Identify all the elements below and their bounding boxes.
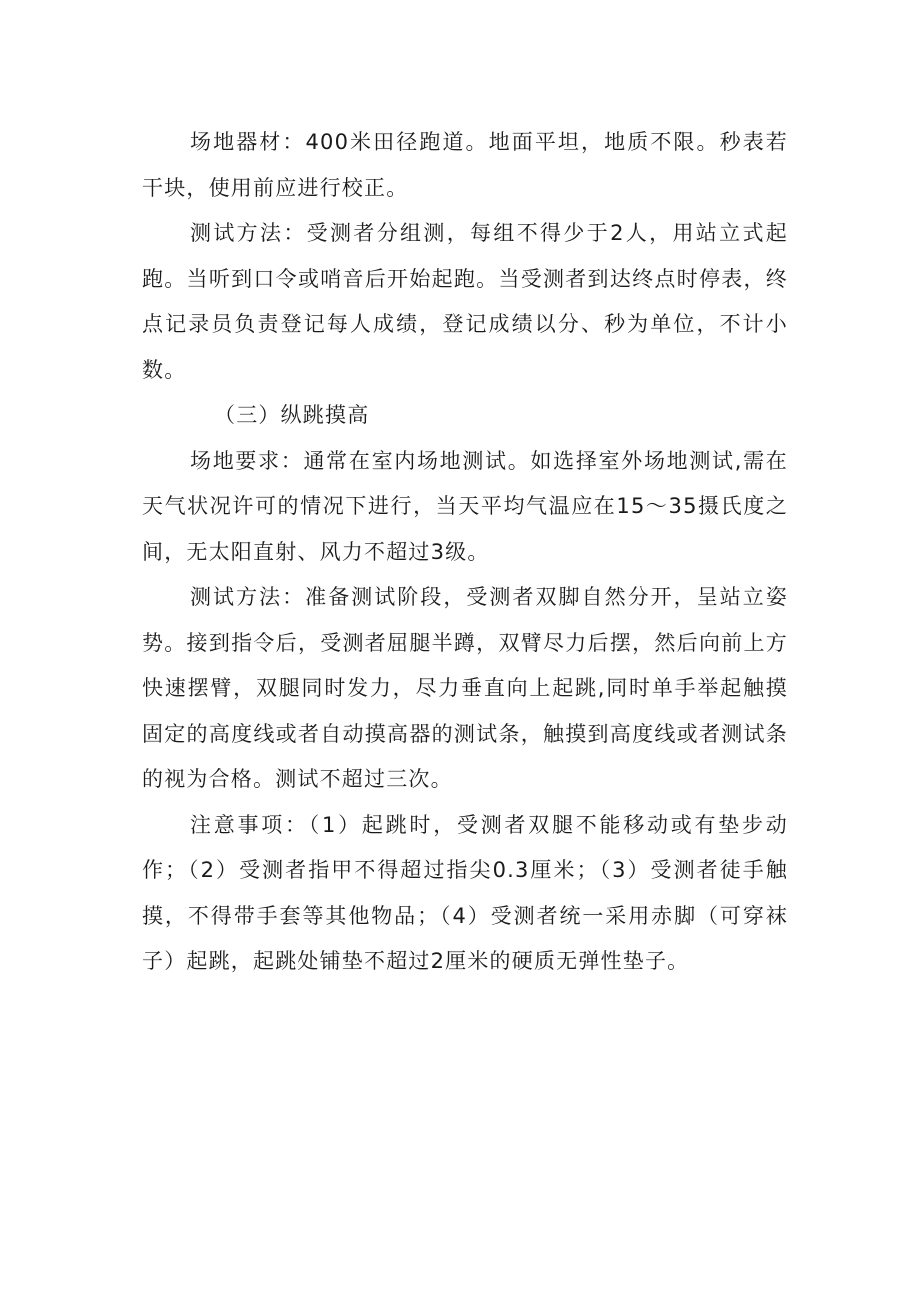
paragraph-precautions: 注意事项：（1）起跳时，受测者双腿不能移动或有垫步动作；（2）受测者指甲不得超过指尖0.3厘米；（3）受测者徒手触摸，不得带手套等其他物品；（4）受测者统一采用赤脚（可穿袜子）起跳，起跳处铺垫不超过2厘米的硬质无弹性垫子。: [142, 812, 788, 973]
paragraph-venue-requirements: 场地要求：通常在室内场地测试。如选择室外场地测试,需在天气状况许可的情况下进行，当天平均气温应在15～35摄氏度之间，无太阳直射、风力不超过3级。: [142, 448, 788, 564]
section-heading-vertical-jump: （三）纵跳摸高: [214, 403, 370, 427]
paragraph-venue-equipment: 场地器材：400米田径跑道。地面平坦，地质不限。秒表若干块，使用前应进行校正。: [142, 130, 788, 200]
document-body: [142, 120, 788, 985]
paragraph-jump-test-method: 测试方法：准备测试阶段，受测者双脚自然分开，呈站立姿势。接到指令后，受测者屈腿半蹲，双臂尽力后摆，然后向前上方快速摆臂，双腿同时发力，尽力垂直向上起跳,同时单手举起触摸固定的高度线或者自动摸高器的测试条，触摸到高度线或者测试条的视为合格。测试不超过三次。: [142, 585, 788, 791]
paragraph-running-test-method: 测试方法：受测者分组测，每组不得少于2人，用站立式起跑。当听到口令或哨音后开始起跑。当受测者到达终点时停表，终点记录员负责登记每人成绩，登记成绩以分、秒为单位，不计小数。: [142, 221, 788, 382]
